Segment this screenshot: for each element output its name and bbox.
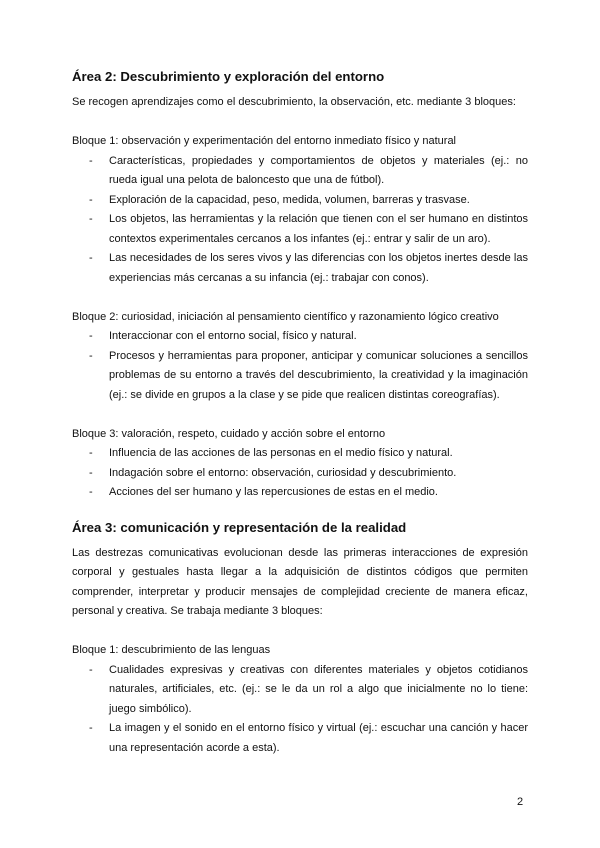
area-2-heading: Área 2: Descubrimiento y exploración del entorno <box>72 69 385 84</box>
list-item: - Cualidades expresivas y creativas con diferentes materiales y objetos cotidianos naturales, artificiales, etc. (ej.: se le da un rol a algo que inicialmente no lo tiene: juego simbólico). <box>89 663 528 715</box>
list-item: - Las necesidades de los seres vivos y las diferencias con los objetos inertes desde las experiencias más cercanas a su infancia (ej.: trabajar con conos). <box>89 252 528 284</box>
area-2-block-1-list <box>72 152 528 289</box>
list-item: - La imagen y el sonido en el entorno físico y virtual (ej.: escuchar una canción y hacer una representación acorde a esta). <box>89 722 528 754</box>
area-2-block-2-title: Bloque 2: curiosidad, iniciación al pensamiento científico y razonamiento lógico creativo <box>72 310 499 323</box>
area-3-block-1-list <box>72 661 528 759</box>
list-item: - Influencia de las acciones de las personas en el medio físico y natural. <box>89 447 453 459</box>
area-2-block-1-title: Bloque 1: observación y experimentación del entorno inmediato físico y natural <box>72 135 457 147</box>
list-item: - Indagación sobre el entorno: observación, curiosidad y descubrimiento. <box>89 466 457 479</box>
document-page <box>72 64 528 758</box>
area-3-intro: Las destrezas comunicativas evolucionan desde las primeras interacciones de expresión corporal y gestuales hasta llegar a la adquisición de distintos códigos que permiten comprender, interpretar y producir mensajes de complejidad creciente de manera eficaz, personal y creativa. Se trabaja mediante 3 bloques: <box>72 546 528 617</box>
page-number: 2 <box>517 796 524 808</box>
area-2-block-2-list <box>72 327 528 405</box>
list-item: - Interaccionar con el entorno social, físico y natural. <box>89 330 357 342</box>
list-item: - Los objetos, las herramientas y la relación que tienen con el ser humano en distintos contextos experimentales cercanos a los infantes (ej.: entrar y salir de un aro). <box>89 213 528 245</box>
area-2-block-3-list <box>72 444 528 503</box>
list-item: - Exploración de la capacidad, peso, medida, volumen, barreras y trasvase. <box>89 193 470 206</box>
area-3-heading: Área 3: comunicación y representación de la realidad <box>72 519 407 535</box>
list-item: - Características, propiedades y comportamientos de objetos y materiales (ej.: no rueda igual una pelota de baloncesto que una de fútbol). <box>89 154 528 186</box>
area-3-block-1-title: Bloque 1: descubrimiento de las lenguas <box>72 644 271 656</box>
list-item: - Acciones del ser humano y las repercusiones de estas en el medio. <box>89 486 438 498</box>
area-2-block-3-title: Bloque 3: valoración, respeto, cuidado y acción sobre el entorno <box>72 427 386 440</box>
area-2-intro: Se recogen aprendizajes como el descubrimiento, la observación, etc. mediante 3 bloques: <box>72 96 516 108</box>
list-item: - Procesos y herramientas para proponer, anticipar y comunicar soluciones a sencillos problemas de su entorno a través del descubrimiento, la creatividad y la imaginación (ej.: se divide en grupos a la clase y se pide que realicen distintas coreografías). <box>89 349 528 401</box>
